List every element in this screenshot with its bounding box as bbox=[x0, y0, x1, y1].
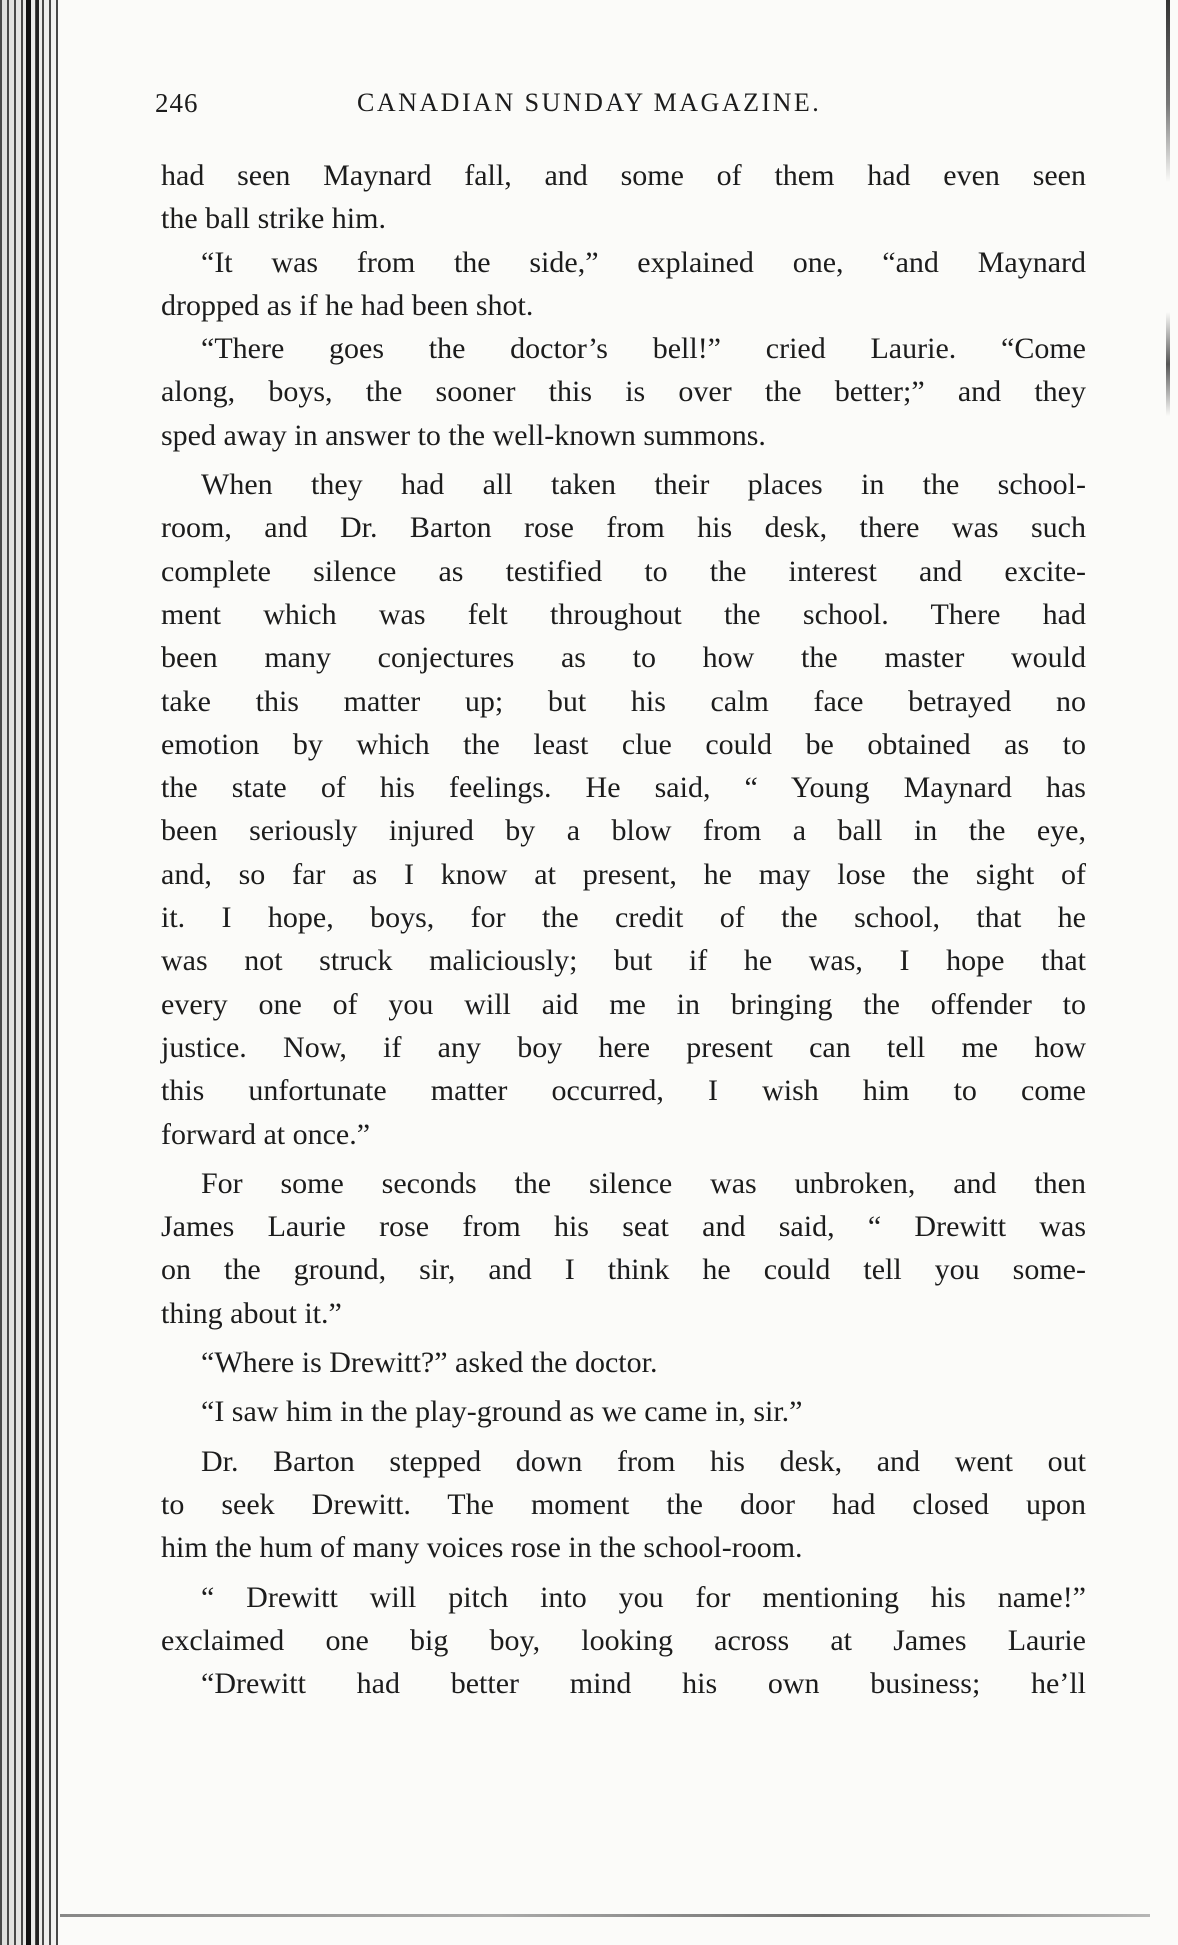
text-line: complete silence as testified to the interest and excite- bbox=[161, 554, 1086, 588]
text-line: and, so far as I know at present, he may lose the sight of bbox=[161, 857, 1086, 891]
text-line: on the ground, sir, and I think he could tell you some- bbox=[161, 1253, 1086, 1287]
text-line: the ball strike him. bbox=[161, 202, 386, 236]
text-line: “I saw him in the play-ground as we came in, sir.” bbox=[201, 1395, 803, 1429]
body-text bbox=[161, 154, 1086, 1705]
text-line: was not struck maliciously; but if he was, I hope that bbox=[161, 944, 1086, 978]
text-line: “There goes the doctor’s bell!” cried Laurie. “Come bbox=[201, 332, 1086, 366]
page-number: 246 bbox=[155, 88, 199, 118]
page-header bbox=[155, 88, 895, 128]
text-line: him the hum of many voices rose in the school-room. bbox=[161, 1531, 803, 1565]
text-line: “Where is Drewitt?” asked the doctor. bbox=[201, 1346, 658, 1380]
text-line: “ Drewitt will pitch into you for mentioning his name!” bbox=[201, 1580, 1086, 1614]
text-line: this unfortunate matter occurred, I wish him to come bbox=[161, 1074, 1086, 1108]
text-line: Dr. Barton stepped down from his desk, and went out bbox=[201, 1444, 1086, 1478]
text-line: “Drewitt had better mind his own business; he’ll bbox=[201, 1667, 1086, 1701]
text-line: been seriously injured by a blow from a ball in the eye, bbox=[161, 814, 1086, 848]
text-line: sped away in answer to the well-known summons. bbox=[161, 418, 766, 452]
page-edge-mark bbox=[1166, 0, 1170, 520]
page-bottom-edge bbox=[60, 1914, 1150, 1917]
text-line: James Laurie rose from his seat and said, “ Drewitt was bbox=[161, 1210, 1086, 1244]
text-line: to seek Drewitt. The moment the door had closed upon bbox=[161, 1487, 1086, 1521]
text-line: dropped as if he had been shot. bbox=[161, 288, 534, 322]
running-head: CANADIAN SUNDAY MAGAZINE. bbox=[357, 88, 822, 117]
text-line: justice. Now, if any boy here present can tell me how bbox=[161, 1030, 1086, 1064]
spine-shadow bbox=[26, 0, 31, 1945]
spine-shadow bbox=[36, 0, 39, 1945]
text-line: For some seconds the silence was unbroken, and then bbox=[201, 1166, 1086, 1200]
text-line: every one of you will aid me in bringing the offender to bbox=[161, 987, 1086, 1021]
text-line: “It was from the side,” explained one, “and Maynard bbox=[201, 245, 1086, 279]
text-line: ment which was felt throughout the school. There had bbox=[161, 597, 1086, 631]
text-line: forward at once.” bbox=[161, 1117, 371, 1151]
text-line: the state of his feelings. He said, “ Young Maynard has bbox=[161, 771, 1086, 805]
text-line: emotion by which the least clue could be obtained as to bbox=[161, 727, 1086, 761]
text-line: had seen Maynard fall, and some of them had even seen bbox=[161, 159, 1086, 192]
text-line: along, boys, the sooner this is over the better;” and they bbox=[161, 375, 1086, 409]
text-line: take this matter up; but his calm face betrayed no bbox=[161, 684, 1086, 718]
text-line: exclaimed one big boy, looking across at James Laurie bbox=[161, 1623, 1086, 1657]
text-line: it. I hope, boys, for the credit of the school, that he bbox=[161, 901, 1086, 935]
text-line: When they had all taken their places in the school- bbox=[201, 468, 1086, 502]
text-line: been many conjectures as to how the master would bbox=[161, 641, 1086, 675]
text-line: room, and Dr. Barton rose from his desk, there was such bbox=[161, 511, 1086, 545]
text-line: thing about it.” bbox=[161, 1296, 342, 1330]
